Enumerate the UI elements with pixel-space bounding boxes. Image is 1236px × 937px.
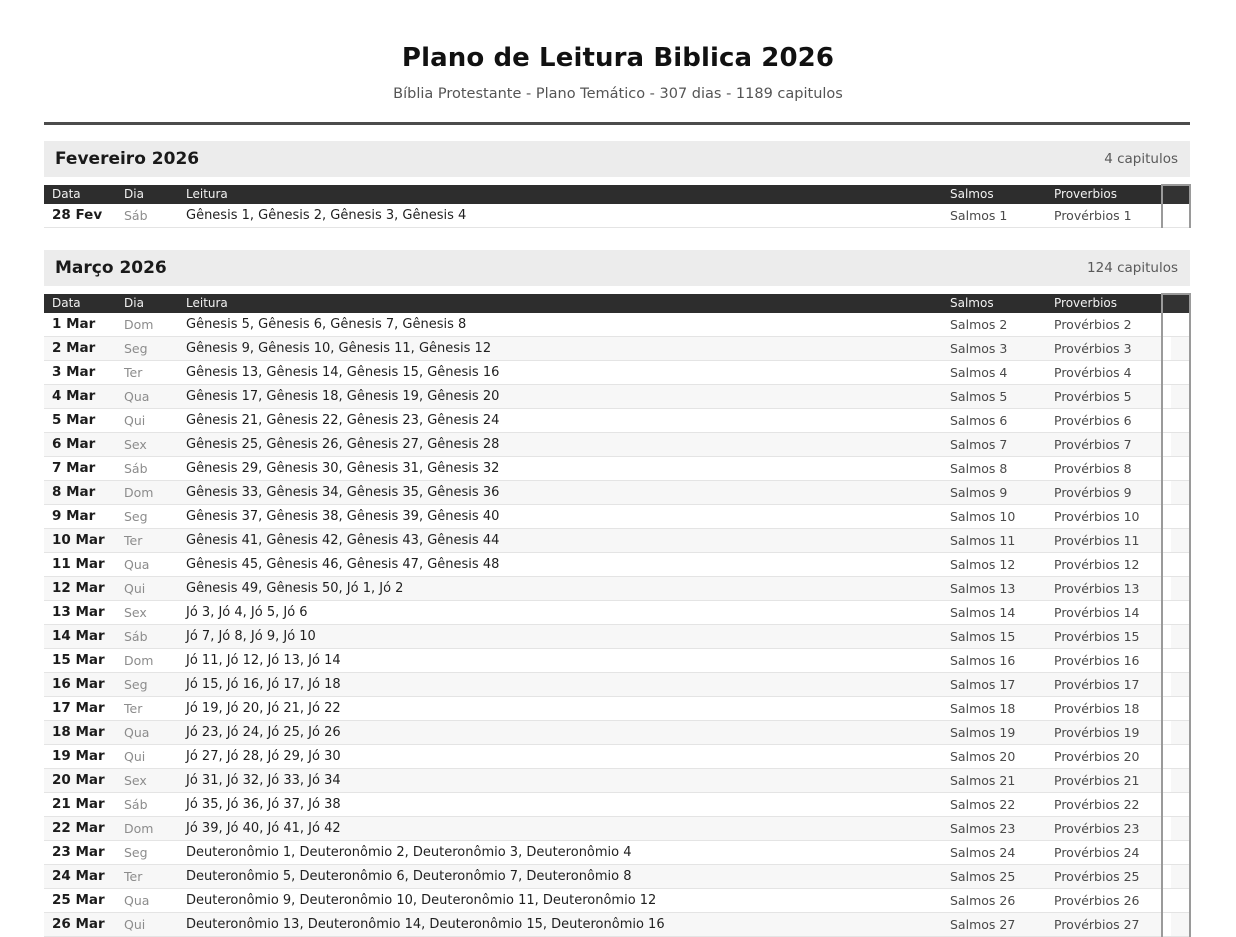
- cell-dia: Sáb: [116, 204, 178, 228]
- checkbox-icon[interactable]: [1171, 505, 1189, 528]
- reading-checkbox-cell[interactable]: [1162, 721, 1190, 745]
- cell-data: 25 Mar: [44, 889, 116, 913]
- table-row: [44, 697, 1190, 721]
- cell-salmos: Salmos 5: [942, 385, 1046, 409]
- column-header-salmos[interactable]: Salmos: [942, 294, 1046, 313]
- checkbox-icon[interactable]: [1171, 385, 1189, 408]
- cell-leitura: Gênesis 9, Gênesis 10, Gênesis 11, Gênesis 12: [178, 337, 942, 361]
- cell-data: 21 Mar: [44, 793, 116, 817]
- cell-dia: Qua: [116, 385, 178, 409]
- cell-dia: Dom: [116, 649, 178, 673]
- cell-leitura: Gênesis 45, Gênesis 46, Gênesis 47, Gênesis 48: [178, 553, 942, 577]
- column-header-leitura[interactable]: Leitura: [178, 294, 942, 313]
- reading-checkbox-cell[interactable]: [1162, 889, 1190, 913]
- checkbox-icon[interactable]: [1171, 889, 1189, 912]
- checkbox-icon[interactable]: [1171, 913, 1189, 936]
- column-header-check: [1162, 294, 1190, 313]
- reading-checkbox-cell[interactable]: [1162, 505, 1190, 529]
- cell-proverbios: Provérbios 5: [1046, 385, 1162, 409]
- table-header-row: [44, 185, 1190, 204]
- cell-salmos: Salmos 25: [942, 865, 1046, 889]
- cell-dia: Sáb: [116, 457, 178, 481]
- cell-proverbios: Provérbios 18: [1046, 697, 1162, 721]
- table-row: [44, 649, 1190, 673]
- checkbox-icon[interactable]: [1171, 817, 1189, 840]
- table-row: [44, 313, 1190, 337]
- cell-data: 11 Mar: [44, 553, 116, 577]
- reading-checkbox-cell[interactable]: [1162, 625, 1190, 649]
- cell-leitura: Jó 23, Jó 24, Jó 25, Jó 26: [178, 721, 942, 745]
- cell-dia: Sex: [116, 601, 178, 625]
- reading-checkbox-cell[interactable]: [1162, 409, 1190, 433]
- month-name: Março 2026: [55, 257, 167, 278]
- cell-data: 12 Mar: [44, 577, 116, 601]
- month-name: Fevereiro 2026: [55, 148, 200, 169]
- cell-leitura: Gênesis 25, Gênesis 26, Gênesis 27, Gênesis 28: [178, 433, 942, 457]
- cell-dia: Sáb: [116, 793, 178, 817]
- cell-leitura: Gênesis 37, Gênesis 38, Gênesis 39, Gênesis 40: [178, 505, 942, 529]
- cell-salmos: Salmos 14: [942, 601, 1046, 625]
- cell-proverbios: Provérbios 8: [1046, 457, 1162, 481]
- cell-leitura: Jó 39, Jó 40, Jó 41, Jó 42: [178, 817, 942, 841]
- cell-proverbios: Provérbios 13: [1046, 577, 1162, 601]
- cell-dia: Qua: [116, 889, 178, 913]
- month-section: [0, 250, 1236, 937]
- cell-leitura: Gênesis 21, Gênesis 22, Gênesis 23, Gênesis 24: [178, 409, 942, 433]
- checkbox-icon[interactable]: [1171, 337, 1189, 360]
- reading-checkbox-cell[interactable]: [1162, 673, 1190, 697]
- cell-salmos: Salmos 18: [942, 697, 1046, 721]
- table-row: [44, 433, 1190, 457]
- cell-leitura: Gênesis 49, Gênesis 50, Jó 1, Jó 2: [178, 577, 942, 601]
- table-row: [44, 889, 1190, 913]
- checkbox-icon[interactable]: [1171, 577, 1189, 600]
- table-row: [44, 793, 1190, 817]
- cell-data: 7 Mar: [44, 457, 116, 481]
- table-row: [44, 673, 1190, 697]
- cell-leitura: Deuteronômio 9, Deuteronômio 10, Deuteronômio 11, Deuteronômio 12: [178, 889, 942, 913]
- cell-data: 23 Mar: [44, 841, 116, 865]
- cell-leitura: Jó 11, Jó 12, Jó 13, Jó 14: [178, 649, 942, 673]
- cell-proverbios: Provérbios 6: [1046, 409, 1162, 433]
- table-row: [44, 745, 1190, 769]
- cell-dia: Ter: [116, 865, 178, 889]
- checkbox-icon[interactable]: [1171, 673, 1189, 696]
- cell-dia: Sex: [116, 433, 178, 457]
- cell-salmos: Salmos 20: [942, 745, 1046, 769]
- cell-data: 3 Mar: [44, 361, 116, 385]
- cell-dia: Ter: [116, 361, 178, 385]
- cell-dia: Qua: [116, 721, 178, 745]
- table-row: [44, 481, 1190, 505]
- reading-checkbox-cell[interactable]: [1162, 649, 1190, 673]
- cell-data: 17 Mar: [44, 697, 116, 721]
- checkbox-icon[interactable]: [1171, 769, 1189, 792]
- cell-salmos: Salmos 6: [942, 409, 1046, 433]
- reading-checkbox-cell[interactable]: [1162, 697, 1190, 721]
- cell-salmos: Salmos 9: [942, 481, 1046, 505]
- reading-checkbox-cell[interactable]: [1162, 481, 1190, 505]
- reading-checkbox-cell[interactable]: [1162, 337, 1190, 361]
- table-row: [44, 553, 1190, 577]
- checkbox-icon[interactable]: [1171, 457, 1189, 480]
- cell-salmos: Salmos 7: [942, 433, 1046, 457]
- cell-proverbios: Provérbios 20: [1046, 745, 1162, 769]
- cell-salmos: Salmos 24: [942, 841, 1046, 865]
- cell-proverbios: Provérbios 9: [1046, 481, 1162, 505]
- cell-data: 1 Mar: [44, 313, 116, 337]
- checkbox-icon[interactable]: [1171, 313, 1189, 336]
- checkbox-icon[interactable]: [1171, 625, 1189, 648]
- cell-proverbios: Provérbios 26: [1046, 889, 1162, 913]
- cell-dia: Seg: [116, 505, 178, 529]
- checkbox-icon[interactable]: [1171, 553, 1189, 576]
- table-row: [44, 601, 1190, 625]
- document-header: [0, 0, 1236, 103]
- cell-leitura: Deuteronômio 1, Deuteronômio 2, Deuteronômio 3, Deuteronômio 4: [178, 841, 942, 865]
- table-row: [44, 204, 1190, 228]
- cell-data: 20 Mar: [44, 769, 116, 793]
- cell-leitura: Jó 35, Jó 36, Jó 37, Jó 38: [178, 793, 942, 817]
- cell-dia: Qui: [116, 913, 178, 937]
- cell-proverbios: Provérbios 23: [1046, 817, 1162, 841]
- cell-proverbios: Provérbios 7: [1046, 433, 1162, 457]
- checkbox-icon[interactable]: [1171, 721, 1189, 744]
- cell-proverbios: Provérbios 17: [1046, 673, 1162, 697]
- cell-leitura: Gênesis 29, Gênesis 30, Gênesis 31, Gênesis 32: [178, 457, 942, 481]
- reading-checkbox-cell[interactable]: [1162, 769, 1190, 793]
- cell-salmos: Salmos 21: [942, 769, 1046, 793]
- table-row: [44, 841, 1190, 865]
- cell-leitura: Jó 27, Jó 28, Jó 29, Jó 30: [178, 745, 942, 769]
- column-header-dia[interactable]: Dia: [116, 185, 178, 204]
- cell-dia: Dom: [116, 481, 178, 505]
- checkbox-icon[interactable]: [1171, 433, 1189, 456]
- cell-leitura: Gênesis 41, Gênesis 42, Gênesis 43, Gênesis 44: [178, 529, 942, 553]
- cell-proverbios: Provérbios 2: [1046, 313, 1162, 337]
- table-row: [44, 529, 1190, 553]
- cell-leitura: Gênesis 5, Gênesis 6, Gênesis 7, Gênesis 8: [178, 313, 942, 337]
- cell-dia: Dom: [116, 313, 178, 337]
- cell-data: 16 Mar: [44, 673, 116, 697]
- cell-dia: Seg: [116, 841, 178, 865]
- reading-checkbox-cell[interactable]: [1162, 385, 1190, 409]
- reading-checkbox-cell[interactable]: [1162, 793, 1190, 817]
- cell-data: 24 Mar: [44, 865, 116, 889]
- cell-data: 19 Mar: [44, 745, 116, 769]
- checkbox-icon[interactable]: [1171, 361, 1189, 384]
- cell-salmos: Salmos 27: [942, 913, 1046, 937]
- reading-checkbox-cell[interactable]: [1162, 817, 1190, 841]
- cell-proverbios: Provérbios 24: [1046, 841, 1162, 865]
- cell-leitura: Gênesis 1, Gênesis 2, Gênesis 3, Gênesis 4: [178, 204, 942, 228]
- column-header-salmos[interactable]: Salmos: [942, 185, 1046, 204]
- cell-leitura: Jó 15, Jó 16, Jó 17, Jó 18: [178, 673, 942, 697]
- cell-salmos: Salmos 2: [942, 313, 1046, 337]
- month-section: [0, 141, 1236, 228]
- table-row: [44, 337, 1190, 361]
- table-header-row: [44, 294, 1190, 313]
- checkbox-icon[interactable]: [1171, 481, 1189, 504]
- checkbox-icon[interactable]: [1171, 529, 1189, 552]
- cell-dia: Qui: [116, 577, 178, 601]
- cell-data: 4 Mar: [44, 385, 116, 409]
- cell-data: 13 Mar: [44, 601, 116, 625]
- table-row: [44, 865, 1190, 889]
- reading-checkbox-cell[interactable]: [1162, 553, 1190, 577]
- cell-salmos: Salmos 19: [942, 721, 1046, 745]
- reading-checkbox-cell[interactable]: [1162, 361, 1190, 385]
- reading-plan-table: [44, 293, 1191, 937]
- cell-dia: Sáb: [116, 625, 178, 649]
- cell-salmos: Salmos 10: [942, 505, 1046, 529]
- checkbox-icon[interactable]: [1171, 745, 1189, 768]
- checkbox-icon[interactable]: [1171, 204, 1189, 227]
- cell-data: 9 Mar: [44, 505, 116, 529]
- cell-data: 22 Mar: [44, 817, 116, 841]
- cell-dia: Ter: [116, 529, 178, 553]
- reading-checkbox-cell[interactable]: [1162, 529, 1190, 553]
- cell-dia: Sex: [116, 769, 178, 793]
- cell-data: 5 Mar: [44, 409, 116, 433]
- cell-data: 15 Mar: [44, 649, 116, 673]
- cell-dia: Seg: [116, 337, 178, 361]
- reading-checkbox-cell[interactable]: [1162, 865, 1190, 889]
- column-header-check: [1162, 185, 1190, 204]
- cell-data: 14 Mar: [44, 625, 116, 649]
- cell-dia: Dom: [116, 817, 178, 841]
- reading-checkbox-cell[interactable]: [1162, 841, 1190, 865]
- cell-proverbios: Provérbios 19: [1046, 721, 1162, 745]
- reading-checkbox-cell[interactable]: [1162, 577, 1190, 601]
- cell-proverbios: Provérbios 4: [1046, 361, 1162, 385]
- cell-data: 18 Mar: [44, 721, 116, 745]
- column-header-data[interactable]: Data: [44, 294, 116, 313]
- table-row: [44, 505, 1190, 529]
- cell-leitura: Jó 3, Jó 4, Jó 5, Jó 6: [178, 601, 942, 625]
- cell-leitura: Jó 31, Jó 32, Jó 33, Jó 34: [178, 769, 942, 793]
- cell-salmos: Salmos 17: [942, 673, 1046, 697]
- reading-checkbox-cell[interactable]: [1162, 313, 1190, 337]
- cell-salmos: Salmos 11: [942, 529, 1046, 553]
- cell-data: 10 Mar: [44, 529, 116, 553]
- cell-leitura: Jó 19, Jó 20, Jó 21, Jó 22: [178, 697, 942, 721]
- cell-proverbios: Provérbios 14: [1046, 601, 1162, 625]
- cell-data: 8 Mar: [44, 481, 116, 505]
- checkbox-icon[interactable]: [1171, 841, 1189, 864]
- cell-data: 2 Mar: [44, 337, 116, 361]
- month-header: [44, 250, 1190, 286]
- reading-checkbox-cell[interactable]: [1162, 601, 1190, 625]
- reading-plan-table: [44, 184, 1191, 228]
- column-header-proverbios[interactable]: Proverbios: [1046, 185, 1162, 204]
- cell-proverbios: Provérbios 1: [1046, 204, 1162, 228]
- month-chapter-count: 4 capitulos: [1104, 150, 1178, 167]
- cell-leitura: Jó 7, Jó 8, Jó 9, Jó 10: [178, 625, 942, 649]
- cell-salmos: Salmos 22: [942, 793, 1046, 817]
- reading-checkbox-cell[interactable]: [1162, 433, 1190, 457]
- month-chapter-count: 124 capitulos: [1087, 259, 1178, 276]
- reading-checkbox-cell[interactable]: [1162, 745, 1190, 769]
- cell-dia: Qua: [116, 553, 178, 577]
- cell-leitura: Gênesis 13, Gênesis 14, Gênesis 15, Gênesis 16: [178, 361, 942, 385]
- cell-salmos: Salmos 1: [942, 204, 1046, 228]
- checkbox-icon[interactable]: [1171, 601, 1189, 624]
- cell-salmos: Salmos 4: [942, 361, 1046, 385]
- cell-proverbios: Provérbios 11: [1046, 529, 1162, 553]
- table-row: [44, 361, 1190, 385]
- cell-salmos: Salmos 15: [942, 625, 1046, 649]
- cell-data: 28 Fev: [44, 204, 116, 228]
- page-subtitle: Bíblia Protestante - Plano Temático - 307 dias - 1189 capitulos: [393, 85, 843, 102]
- cell-salmos: Salmos 13: [942, 577, 1046, 601]
- checkbox-icon[interactable]: [1171, 409, 1189, 432]
- table-row: [44, 577, 1190, 601]
- table-row: [44, 625, 1190, 649]
- cell-leitura: Deuteronômio 13, Deuteronômio 14, Deuteronômio 15, Deuteronômio 16: [178, 913, 942, 937]
- cell-dia: Seg: [116, 673, 178, 697]
- cell-data: 6 Mar: [44, 433, 116, 457]
- month-header: [44, 141, 1190, 177]
- cell-proverbios: Provérbios 16: [1046, 649, 1162, 673]
- cell-dia: Qui: [116, 745, 178, 769]
- cell-leitura: Gênesis 33, Gênesis 34, Gênesis 35, Gênesis 36: [178, 481, 942, 505]
- cell-proverbios: Provérbios 12: [1046, 553, 1162, 577]
- cell-proverbios: Provérbios 22: [1046, 793, 1162, 817]
- cell-salmos: Salmos 3: [942, 337, 1046, 361]
- checkbox-icon[interactable]: [1171, 649, 1189, 672]
- table-row: [44, 409, 1190, 433]
- header-divider: [44, 122, 1190, 125]
- cell-salmos: Salmos 8: [942, 457, 1046, 481]
- cell-salmos: Salmos 23: [942, 817, 1046, 841]
- cell-salmos: Salmos 12: [942, 553, 1046, 577]
- cell-salmos: Salmos 26: [942, 889, 1046, 913]
- table-row: [44, 385, 1190, 409]
- reading-checkbox-cell[interactable]: [1162, 913, 1190, 937]
- column-header-leitura[interactable]: Leitura: [178, 185, 942, 204]
- cell-salmos: Salmos 16: [942, 649, 1046, 673]
- page-title: Plano de Leitura Biblica 2026: [401, 43, 835, 73]
- cell-proverbios: Provérbios 3: [1046, 337, 1162, 361]
- reading-checkbox-cell[interactable]: [1162, 204, 1190, 228]
- checkbox-icon[interactable]: [1171, 793, 1189, 816]
- reading-checkbox-cell[interactable]: [1162, 457, 1190, 481]
- column-header-data[interactable]: Data: [44, 185, 116, 204]
- column-header-proverbios[interactable]: Proverbios: [1046, 294, 1162, 313]
- cell-proverbios: Provérbios 21: [1046, 769, 1162, 793]
- table-row: [44, 457, 1190, 481]
- cell-proverbios: Provérbios 10: [1046, 505, 1162, 529]
- cell-proverbios: Provérbios 25: [1046, 865, 1162, 889]
- cell-proverbios: Provérbios 27: [1046, 913, 1162, 937]
- cell-leitura: Deuteronômio 5, Deuteronômio 6, Deuteronômio 7, Deuteronômio 8: [178, 865, 942, 889]
- table-row: [44, 769, 1190, 793]
- checkbox-icon[interactable]: [1171, 697, 1189, 720]
- table-row: [44, 817, 1190, 841]
- cell-dia: Qui: [116, 409, 178, 433]
- table-row: [44, 721, 1190, 745]
- column-header-dia[interactable]: Dia: [116, 294, 178, 313]
- cell-proverbios: Provérbios 15: [1046, 625, 1162, 649]
- cell-leitura: Gênesis 17, Gênesis 18, Gênesis 19, Gênesis 20: [178, 385, 942, 409]
- cell-data: 26 Mar: [44, 913, 116, 937]
- months-container: [0, 141, 1236, 937]
- checkbox-icon[interactable]: [1171, 865, 1189, 888]
- cell-dia: Ter: [116, 697, 178, 721]
- table-row: [44, 913, 1190, 937]
